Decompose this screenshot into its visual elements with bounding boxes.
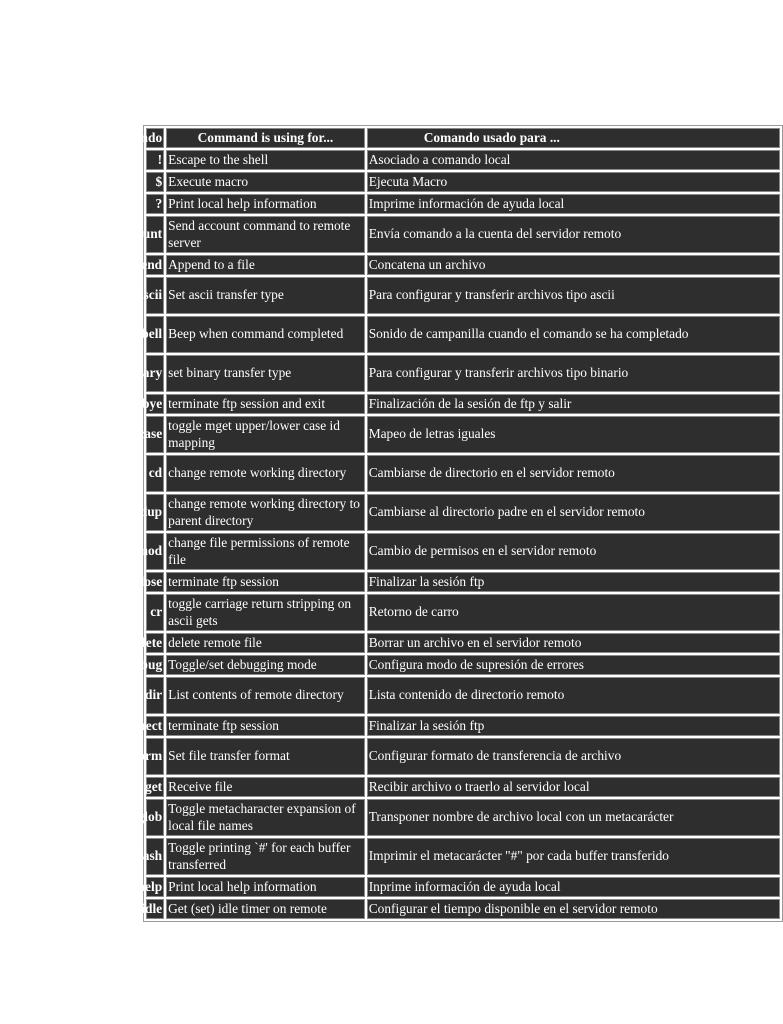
spanish-description-cell: Cambiarse al directorio padre en el servidor remoto [367,494,780,531]
english-description-cell: terminate ftp session [166,572,365,592]
table-row [146,655,780,675]
table-row [146,255,780,275]
spanish-description-cell: Concatena un archivo [367,255,780,275]
spanish-description-cell: Envía comando a la cuenta del servidor remoto [367,216,780,253]
table-row [146,594,780,631]
english-description-cell: change file permissions of remote file [166,533,365,570]
spanish-description-cell: Finalizar la sesión ftp [367,572,780,592]
english-description-cell: Beep when command completed [166,316,365,353]
english-description-cell: Get (set) idle timer on remote [166,899,365,919]
command-cell: case [146,416,164,453]
english-description-cell: Set ascii transfer type [166,277,365,314]
ftp-commands-table [101,125,783,922]
command-cell: ? [146,194,164,214]
english-description-cell: Receive file [166,777,365,797]
command-cell: account [146,216,164,253]
spanish-description-cell: Ejecuta Macro [367,172,780,192]
spanish-description-cell: Asociado a comando local [367,150,780,170]
table-row [146,355,780,392]
english-description-cell: Print local help information [166,877,365,897]
english-description-cell: Toggle/set debugging mode [166,655,365,675]
command-cell: ascii [146,277,164,314]
table-row [146,455,780,492]
table-row [146,150,780,170]
command-cell: get [146,777,164,797]
table-row [146,716,780,736]
spanish-description-cell: Sonido de campanilla cuando el comando se ha completado [367,316,780,353]
english-description-cell: List contents of remote directory [166,677,365,714]
command-cell: debug [146,655,164,675]
english-description-cell: terminate ftp session [166,716,365,736]
english-description-cell: toggle carriage return stripping on ascii gets [166,594,365,631]
table-row [146,899,780,919]
table-row [146,194,780,214]
spanish-description-cell: Imprimir el metacarácter "#" por cada buffer transferido [367,838,780,875]
spanish-description-cell: Para configurar y transferir archivos tipo binario [367,355,780,392]
spanish-description-cell: Cambiarse de directorio en el servidor remoto [367,455,780,492]
english-description-cell: terminate ftp session and exit [166,394,365,414]
english-description-cell: Append to a file [166,255,365,275]
command-cell: glob [146,799,164,836]
english-description-cell: delete remote file [166,633,365,653]
table-row [146,799,780,836]
table-row [146,877,780,897]
table-row [146,777,780,797]
spanish-description-cell: Retorno de carro [367,594,780,631]
spanish-description-cell: Configurar formato de transferencia de archivo [367,738,780,775]
command-cell: help [146,877,164,897]
spanish-description-cell: Para configurar y transferir archivos tipo ascii [367,277,780,314]
header-english: Command is using for... [166,128,365,148]
english-description-cell: Toggle printing `#' for each buffer transferred [166,838,365,875]
page-viewport [101,125,689,924]
spanish-description-cell: Finalizar la sesión ftp [367,716,780,736]
table-row [146,316,780,353]
table-row [146,277,780,314]
spanish-description-cell: Lista contenido de directorio remoto [367,677,780,714]
command-cell: delete [146,633,164,653]
english-description-cell: Toggle metacharacter expansion of local file names [166,799,365,836]
command-cell: dir [146,677,164,714]
command-cell: hash [146,838,164,875]
command-cell: binary [146,355,164,392]
spanish-description-cell: Inprime información de ayuda local [367,877,780,897]
english-description-cell: Execute macro [166,172,365,192]
command-cell: close [146,572,164,592]
table-row [146,738,780,775]
english-description-cell: Print local help information [166,194,365,214]
spanish-description-cell: Cambio de permisos en el servidor remoto [367,533,780,570]
english-description-cell: toggle mget upper/lower case id mapping [166,416,365,453]
command-cell: bye [146,394,164,414]
table-row [146,838,780,875]
spanish-description-cell: Transponer nombre de archivo local con un metacarácter [367,799,780,836]
table-row [146,394,780,414]
table-row [146,633,780,653]
command-cell: form [146,738,164,775]
command-cell: cdup [146,494,164,531]
english-description-cell: Set file transfer format [166,738,365,775]
header-spanish: Comando usado para ... [367,128,780,148]
command-cell: chmod [146,533,164,570]
command-cell: disconnect [146,716,164,736]
table-row [146,216,780,253]
command-cell: cd [146,455,164,492]
table-row [146,416,780,453]
table-header-row [146,128,780,148]
header-command: Comando [146,128,164,148]
spanish-description-cell: Finalización de la sesión de ftp y salir [367,394,780,414]
spanish-description-cell: Mapeo de letras iguales [367,416,780,453]
spanish-description-cell: Configurar el tiempo disponible en el servidor remoto [367,899,780,919]
spanish-description-cell: Configura modo de supresión de errores [367,655,780,675]
command-cell: bell [146,316,164,353]
english-description-cell: Send account command to remote server [166,216,365,253]
command-cell: append [146,255,164,275]
table-row [146,677,780,714]
english-description-cell: change remote working directory to parent directory [166,494,365,531]
english-description-cell: Escape to the shell [166,150,365,170]
table-row [146,533,780,570]
command-cell: idle [146,899,164,919]
command-cell: $ [146,172,164,192]
table-body [101,150,780,919]
english-description-cell: set binary transfer type [166,355,365,392]
table-row [146,494,780,531]
command-cell: cr [146,594,164,631]
table-row [146,172,780,192]
spanish-description-cell: Recibir archivo o traerlo al servidor local [367,777,780,797]
english-description-cell: change remote working directory [166,455,365,492]
spanish-description-cell: Borrar un archivo en el servidor remoto [367,633,780,653]
table-row [146,572,780,592]
spanish-description-cell: Imprime información de ayuda local [367,194,780,214]
command-cell: ! [146,150,164,170]
